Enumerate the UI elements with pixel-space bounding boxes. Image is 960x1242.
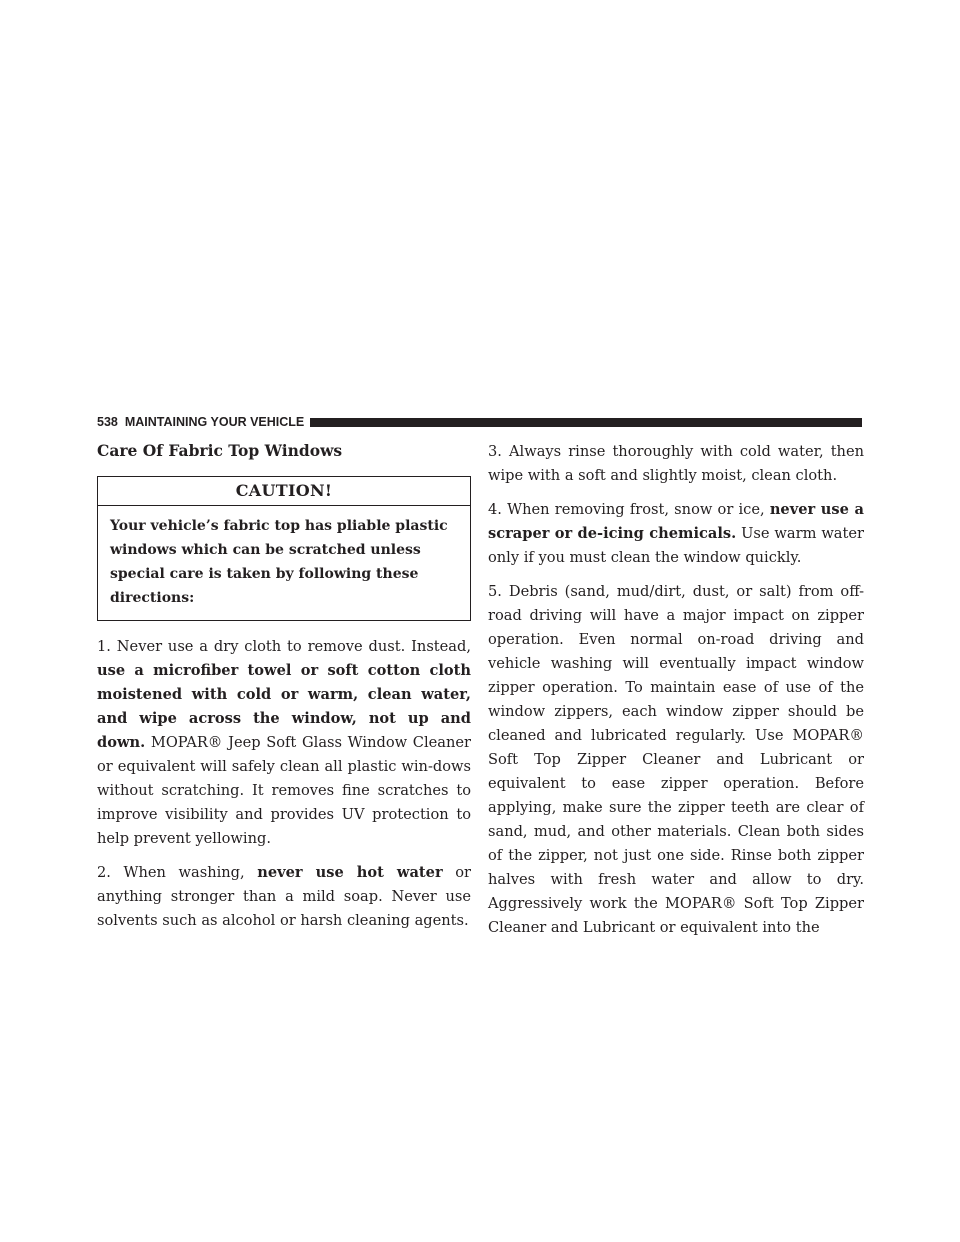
paragraph-4-rest: Use warm water only if you must clean the window quickly. — [488, 525, 864, 566]
paragraph-1-intro: 1. Never use a dry cloth to remove dust. Instead, — [97, 638, 471, 655]
paragraph-2-intro: 2. When washing, — [97, 864, 258, 881]
caution-heading: CAUTION! — [98, 477, 470, 506]
page-number: 538 — [97, 415, 118, 429]
paragraph-4-intro: 4. When removing frost, snow or ice, — [488, 501, 770, 518]
paragraph-4-emphasis: never use a scraper or de-icing chemicals. — [488, 501, 864, 542]
left-column — [97, 440, 471, 943]
paragraph-4 — [488, 498, 864, 570]
caution-text: Your vehicle’s fabric top has pliable plastic windows which can be scratched unless special care is taken by following these directions: — [110, 518, 448, 606]
section-name: MAINTAINING YOUR VEHICLE — [124, 415, 305, 429]
page-header — [97, 415, 862, 429]
paragraph-1-emphasis: use a microfiber towel or soft cotton cloth moistened with cold or warm, clean water, and wipe across the window, not up and down. — [97, 662, 471, 751]
paragraph-2-emphasis: never use hot water — [257, 864, 443, 881]
right-column — [488, 440, 864, 950]
paragraph-2-rest: or anything stronger than a mild soap. Never use solvents such as alcohol or harsh cleaning agents. — [97, 864, 471, 929]
paragraph-2 — [97, 861, 471, 933]
paragraph-3: 3. Always rinse thoroughly with cold water, then wipe with a soft and slightly moist, clean cloth. — [488, 443, 864, 484]
paragraph-1-rest: MOPAR® Jeep Soft Glass Window Cleaner or equivalent will safely clean all plastic win-dows without scratching. It removes fine scratches to improve visibility and provides UV protection to help prevent yellowing. — [97, 734, 471, 847]
caution-box — [97, 476, 471, 621]
section-title: Care Of Fabric Top Windows — [97, 441, 343, 460]
paragraph-1 — [97, 635, 471, 851]
header-rule — [310, 418, 862, 427]
paragraph-5: 5. Debris (sand, mud/dirt, dust, or salt) from off-road driving will have a major impact on zipper operation. Even normal on-road driving and vehicle washing will eventually impact window zipper operation. To maintain ease of use of the window zippers, each window zipper should be cleaned and lubricated regularly. Use MOPAR® Soft Top Zipper Cleaner and Lubricant or equivalent to ease zipper operation. Before applying, make sure the zipper teeth are clear of sand, mud, and other materials. Clean both sides of the zipper, not just one side. Rinse both zipper halves with fresh water and allow to dry. Aggressively work the MOPAR® Soft Top Zipper Cleaner and Lubricant or equivalent into the — [488, 583, 864, 936]
